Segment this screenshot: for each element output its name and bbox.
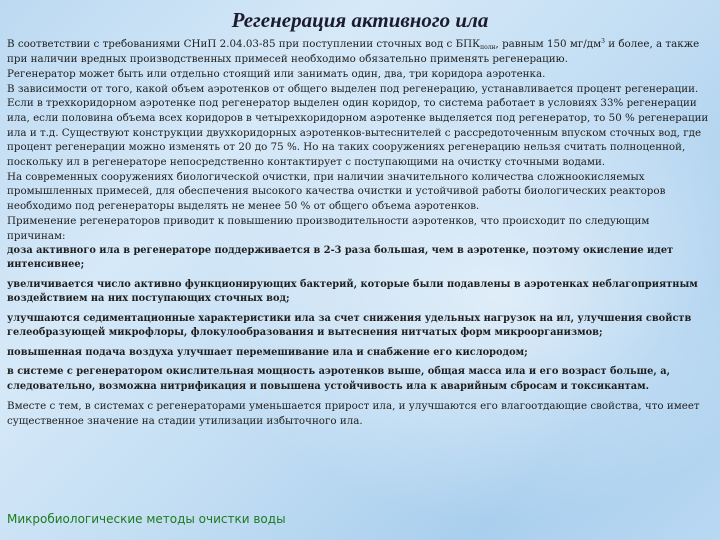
paragraph-conclusion: Вместе с тем, в системах с регенераторами уменьшается прирост ила, и улучшаются его влагоотдающие свойства, что имеет существенное значение на стадии утилизации избыточного ила.	[7, 400, 700, 427]
reason-item: повышенная подача воздуха улучшает перемешивание ила и снабжение его кислородом;	[7, 346, 528, 358]
reason-item: улучшаются седиментационные характеристики ила за счет снижения удельных нагрузок на ил, улучшения свойств гелеобразующей микрофлоры, флокулообразования и вытеснения нитчатых форм микроорганизмов;	[7, 312, 692, 339]
p1-subscript: полн	[480, 44, 496, 51]
paragraph-reasons-intro: Применение регенераторов приводит к повышению производительности аэротенков, что происходит по следующим причинам:	[7, 215, 650, 242]
p1-text-middle: , равным 150 мг/дм	[495, 38, 602, 50]
paragraph-regenerator-types: Регенератор может быть или отдельно стоящий или занимать один, два, три коридора аэротенка.	[7, 67, 546, 80]
p1-text-end: и более, а также при наличии вредных производственных примесей необходимо обязательно применять регенерацию.	[7, 38, 700, 65]
paragraph-requirements	[7, 37, 711, 66]
p1-superscript: 3	[601, 38, 605, 45]
p1-text-start: В соответствии с требованиями СНиП 2.04.03-85 при поступлении сточных вод с БПК	[7, 38, 481, 50]
paragraph-regeneration-percent: В зависимости от того, какой объем аэротенков от общего выделен под регенерацию, устанавливается процент регенерации. Если в трехкоридорном аэротенке под регенератор выделен один коридор, то система работает в условиях 33% регенерации ила, если половина объема всех коридоров в четырехкоридорном аэротенке выделяется под регенератор, то 50 % регенерации ила и т.д. Существуют конструкции двухкоридорных аэротенков-вытеснителей с рассредоточенным впуском сточных вод, где процент регенерации можно изменять от 20 до 75 %. Но на таких сооружениях регенерацию нельзя считать полноценной, поскольку ил в регенераторе непосредственно контактирует с поступающими на очистку сточными водами.	[7, 82, 709, 168]
reason-item: доза активного ила в регенераторе поддерживается в 2-3 раза большая, чем в аэротенке, поэтому окисление идет интенсивнее;	[7, 244, 674, 271]
paragraph-modern-facilities: На современных сооружениях биологической очистки, при наличии значительного количества сложноокисляемых промышленных примесей, для обеспечения высокого качества очистки и устойчивой работы биологических реакторов необходимо под регенераторы выделять не менее 50 % от общего объема аэротенков.	[7, 170, 666, 213]
reason-item: в системе с регенератором окислительная мощность аэротенков выше, общая масса ила и его возраст больше, а, следовательно, возможна нитрификация и повышена устойчивость ила к аварийным сбросам и токсикантам.	[7, 366, 670, 392]
slide-footer: Микробиологические методы очистки воды	[7, 512, 286, 526]
slide-title: Регенерация активного ила	[231, 8, 489, 32]
reason-item: увеличивается число активно функционирующих бактерий, которые были подавлены в аэротенках неблагоприятным воздействием на них поступающих сточных вод;	[7, 278, 698, 305]
slide-body	[7, 37, 711, 429]
